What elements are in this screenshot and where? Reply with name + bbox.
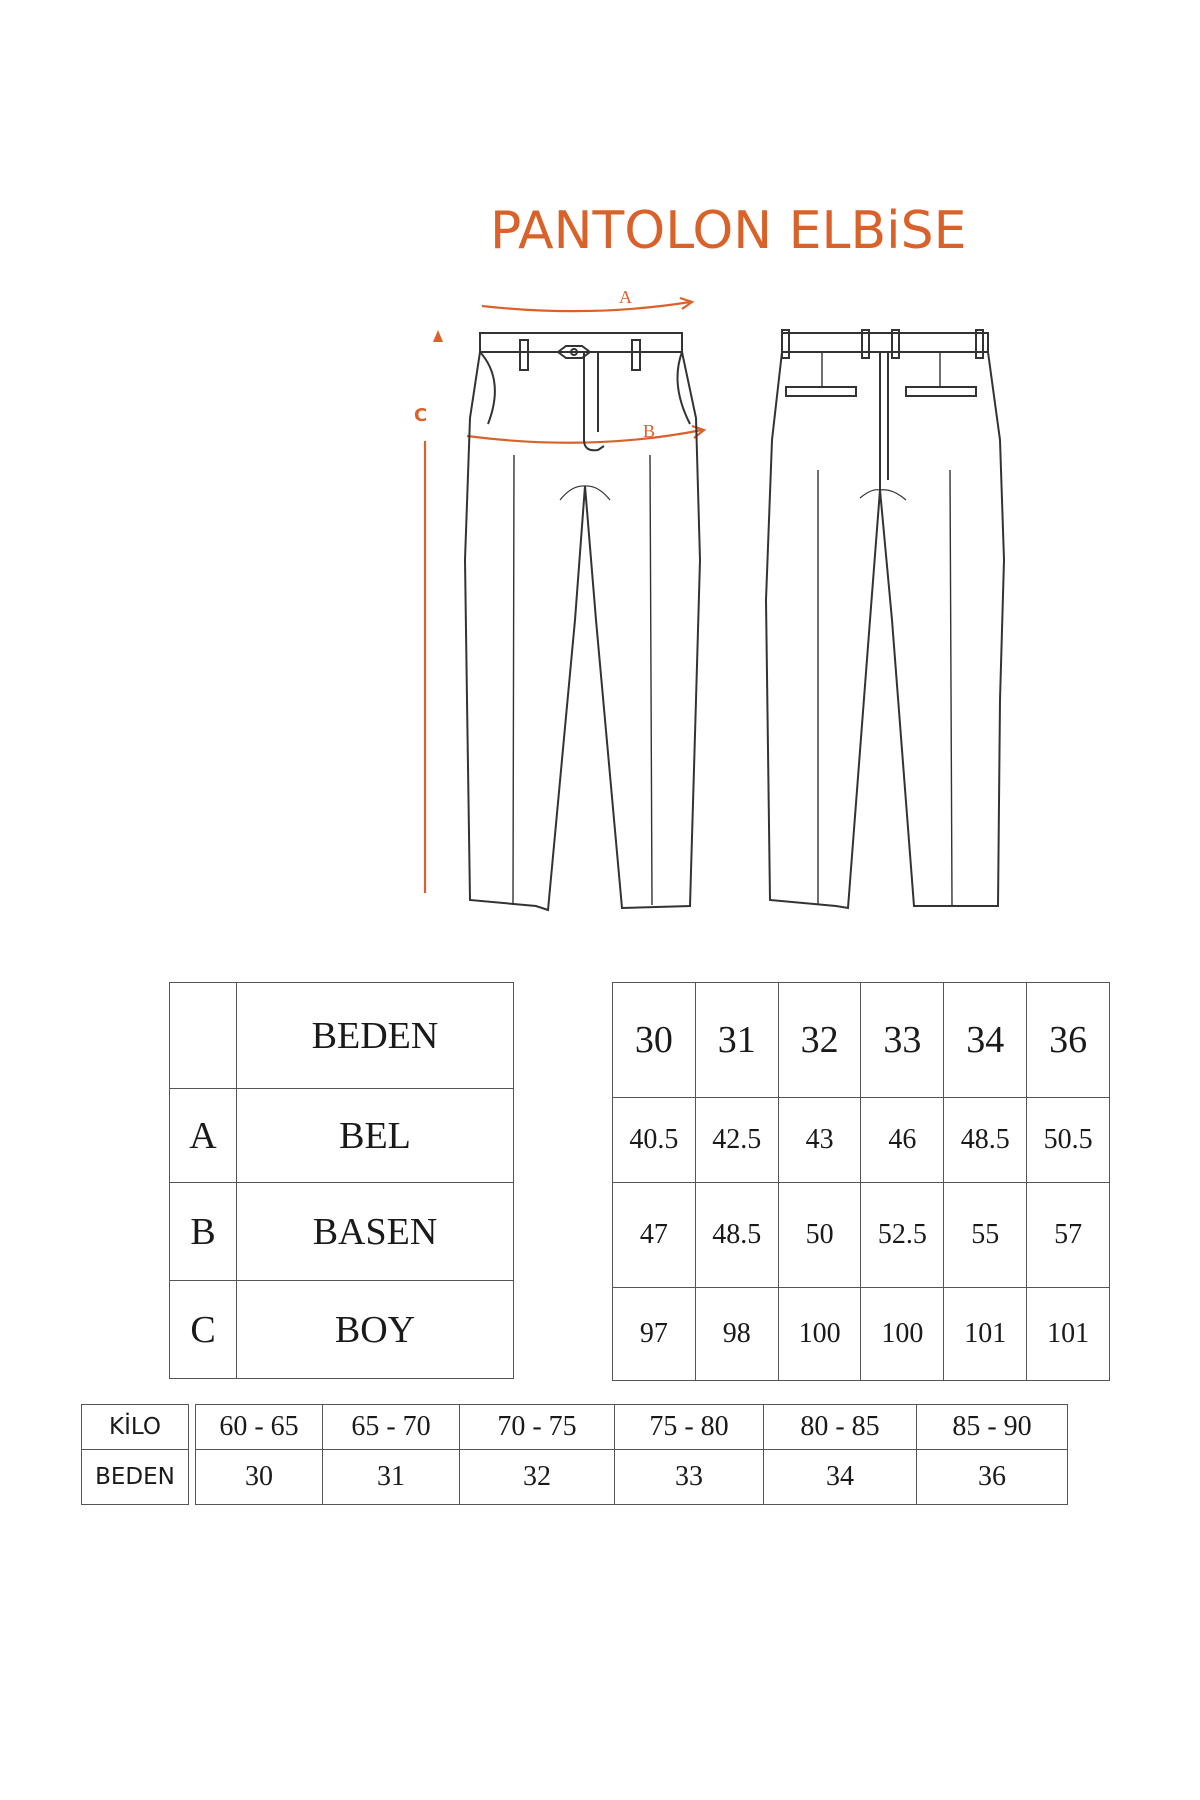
basen-cell: 52.5 (861, 1183, 944, 1288)
kilo-cell: 85 - 90 (917, 1405, 1068, 1450)
weight-size-table (81, 1404, 1068, 1505)
beden-cell: 31 (323, 1450, 460, 1505)
beden-cell: 33 (615, 1450, 764, 1505)
boy-cell: 100 (861, 1288, 944, 1381)
beden-label: BEDEN (82, 1450, 189, 1505)
legend-code: C (170, 1281, 237, 1379)
boy-cell: 101 (1027, 1288, 1110, 1381)
kilo-cell: 70 - 75 (460, 1405, 615, 1450)
legend-name: BASEN (237, 1183, 514, 1281)
kilo-cell: 65 - 70 (323, 1405, 460, 1450)
legend-header: BEDEN (237, 983, 514, 1089)
size-header: 31 (695, 983, 778, 1098)
basen-cell: 50 (778, 1183, 861, 1288)
hip-label: B (643, 421, 656, 441)
beden-cell: 34 (764, 1450, 917, 1505)
pants-front-icon (465, 333, 700, 910)
waist-arrow (482, 302, 690, 311)
page-title: PANTOLON ELBiSE (490, 201, 967, 261)
kilo-cell: 60 - 65 (196, 1405, 323, 1450)
kilo-label: KİLO (82, 1405, 189, 1450)
bel-cell: 48.5 (944, 1098, 1027, 1183)
basen-cell: 48.5 (695, 1183, 778, 1288)
measurement-guides (425, 298, 704, 893)
boy-cell: 100 (778, 1288, 861, 1381)
beden-cell: 32 (460, 1450, 615, 1505)
legend-corner-cell (170, 983, 237, 1089)
bel-cell: 46 (861, 1098, 944, 1183)
measurement-legend-table (169, 982, 514, 1379)
legend-name: BEL (237, 1089, 514, 1183)
size-header: 32 (778, 983, 861, 1098)
boy-cell: 101 (944, 1288, 1027, 1381)
boy-cell: 98 (695, 1288, 778, 1381)
bel-cell: 43 (778, 1098, 861, 1183)
size-header: 33 (861, 983, 944, 1098)
size-header: 30 (613, 983, 696, 1098)
legend-code: A (170, 1089, 237, 1183)
waist-label: A (619, 287, 632, 307)
kilo-cell: 75 - 80 (615, 1405, 764, 1450)
bel-cell: 42.5 (695, 1098, 778, 1183)
basen-cell: 47 (613, 1183, 696, 1288)
size-header: 36 (1027, 983, 1110, 1098)
boy-cell: 97 (613, 1288, 696, 1381)
bel-cell: 40.5 (613, 1098, 696, 1183)
size-chart-table (612, 982, 1110, 1381)
size-header: 34 (944, 983, 1027, 1098)
beden-cell: 36 (917, 1450, 1068, 1505)
length-label: C (414, 405, 428, 426)
pants-back-icon (766, 330, 1004, 908)
kilo-cell: 80 - 85 (764, 1405, 917, 1450)
bel-cell: 50.5 (1027, 1098, 1110, 1183)
beden-cell: 30 (196, 1450, 323, 1505)
basen-cell: 57 (1027, 1183, 1110, 1288)
legend-code: B (170, 1183, 237, 1281)
basen-cell: 55 (944, 1183, 1027, 1288)
legend-name: BOY (237, 1281, 514, 1379)
